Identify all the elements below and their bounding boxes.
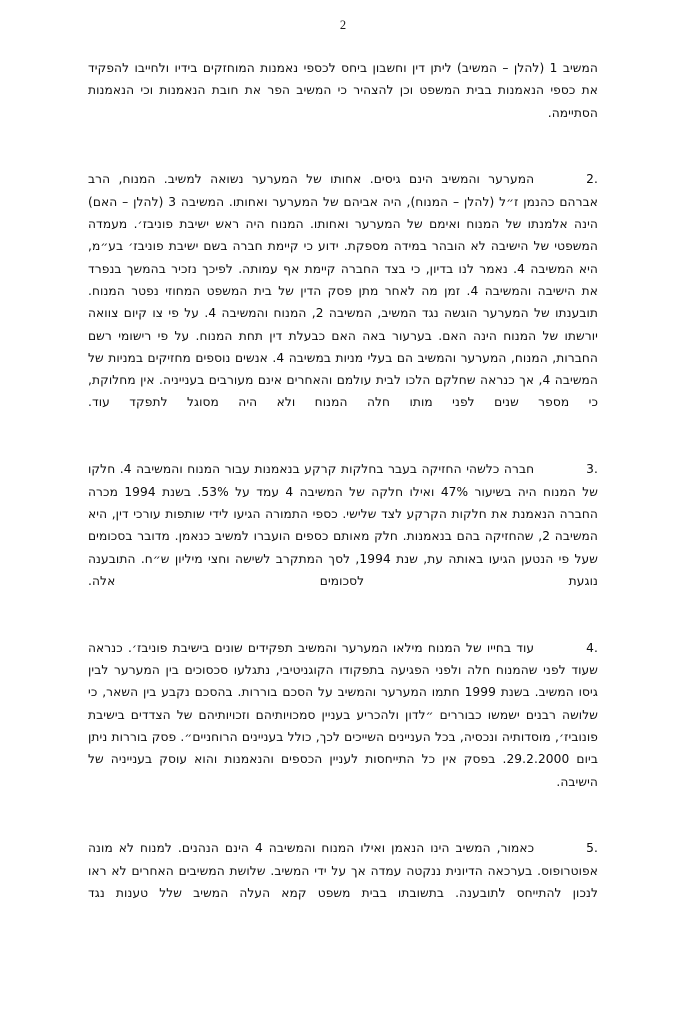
paragraph-text: המערער והמשיב הינם גיסים. אחותו של המערער נשואה למשיב. המנוח, הרב אברהם כהנמן ז״ל (להלן – המנוח), היה אביהם של המערער ואחותו. המשיבה 3 (להלן – האם) הינה אלמנתו של המנוח ואימם של המערער ואחותו. המנוח היה ראש ישיבת פוניבז׳. מעמדה המשפטי של הישיבה לא הובהר במידה מספקת. ידוע כי קיימת חברה בשם ישיבת פוניבז׳ בע״מ, היא המשיבה 4. נאמר לנו בדיון, כי בצד החברה קיימת אף עמותה. לפיכך נזכיר בהמשך בנפרד את הישיבה והמשיבה 4. זמן מה לאחר מתן פסק הדין של בית המשפט המחוזי נפטר המנוח. תובענתו של המערער הוגשה נגד המשיב, המשיבה 2, המנוח והמשיבה 4. על פי צו קיום צוואה יורשתו של המנוח הינה האם. בערעור באה האם כבעלת דין תחת המנוח. על פי רישומי רשם החברות, המנוח, המערער והמשיב הם בעלי מניות במשיבה 4. אנשים נוספים מחזיקים במניות של המשיבה 4, אך כנראה שחלקם הלכו לבית עולמם והאחרים אינם מעורבים בענייניה. אין מחלוקת, כי מספר שנים לפני מותו חלה המנוח ולא היה מסוגל לתפקד עוד.: [88, 172, 598, 410]
paragraph-number-2: .2: [586, 172, 598, 187]
paragraph-text: כאמור, המשיב הינו הנאמן ואילו המנוח והמשיבה 4 הינם הנהנים. למנוח לא מונה אפוטרופוס. בערכאה הדיונית ננקטה עמדה אך על ידי המשיב. שלושת המשיבים האחרים לא ראו לנכון להתייחס לתובענה. בתשובתו בבית משפט קמא העלה המשיב שלל טענות נגד: [88, 841, 598, 900]
paragraph-text: עוד בחייו של המנוח מילאו המערער והמשיב תפקידים שונים בישיבת פוניבז׳. כנראה שעוד לפני שהמנוח חלה ולפני הפגיעה בתפקודו הקוגניטיבי, נתגלעו סכסוכים בין המערער לבין גיסו המשיב. בשנת 1999 חתמו המערער והמשיב על הסכם בוררות. בהסכם נקבע בין השאר, כי שלושה רבנים ישמשו כבוררים ״לדון ולהכריע בעניין סמכויותיהם וזכויותיהם של הצדדים בישיבת פונוביז׳, מוסדותיה ונכסיה, בכל העניינים השייכים לכך, כולל בעניינים הרוחניים״. פסק בוררות ניתן ביום 29.2.2000. בפסק אין כל התייחסות לעניין הכספים והנאמנות והוא עוסק בענייניה של הישיבה.: [88, 640, 598, 789]
page-number: 2: [339, 18, 347, 32]
paragraph-4: [88, 637, 598, 815]
paragraph-3: [88, 458, 598, 614]
paragraph-number-5: .5: [586, 841, 598, 856]
paragraph-text: חברה כלשהי החזיקה בעבר בחלקות קרקע בנאמנות עבור המנוח והמשיבה 4. חלקו של המנוח היה בשיעור 47% ואילו חלקה של המשיבה 4 עמד על 53%. בשנת 1994 מכרה החברה הנאמנת את חלקות הקרקע לצד שלישי. כספי התמורה הגיעו לידי שותפות עורכי דין, היא המשיבה 2, שהחזיקה בהם בנאמנות. חלק מאותם כספים הועברו למשיב כנאמן. מדובר בסכומים שעל פי הנטען הגיעו באותה עת, שנת 1994, לסך המתקרב לשישה וחצי מיליון ש״ח. התובענה נוגעת לסכומים אלה.: [88, 462, 599, 588]
paragraph-number-3: .3: [586, 462, 599, 477]
paragraph-number-4: .4: [586, 640, 598, 655]
document-body: [88, 57, 598, 927]
paragraph-5: [88, 837, 598, 926]
paragraph-2: [88, 168, 598, 436]
paragraph-text: המשיב 1 (להלן – המשיב) ליתן דין וחשבון ביחס לכספי נאמנות המוחזקים בידיו ולחייבו להפקיד את כספי הנאמנות בבית המשפט וכן להצהיר כי המשיב הפר את חובת הנאמנות וכי הנאמנות הסתיימה.: [88, 61, 598, 120]
paragraph-continuation: [88, 57, 598, 146]
